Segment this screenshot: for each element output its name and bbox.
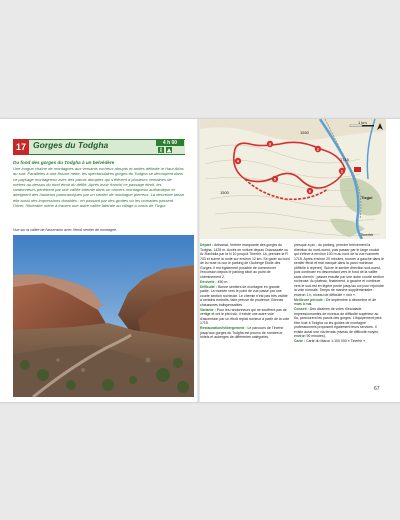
map-label-tinerhir: Tinerhir [360,232,374,237]
details-text: Carte du Maroc 1:100 000 « Tinerhir ». [305,339,367,343]
details-text: Artisanat, l'entrée marquante des gorges du Todgha, 1425 m. Accès en voiture depuis Ouarzazate ou Ar-Rachidia par la N 10 jusqu'à Tinerhir. Là, prendre la R 703 et suivre la route sur environ 12 km. Se garer au bord de la route ou sur le parking de l'Auberge Etoile des Gorges. Il est également possible de commencer l'excursion depuis le parking situé au point de cheminement 2. [200,243,290,279]
details-paragraph [294,298,384,307]
details-column-1 [200,243,290,340]
details-paragraph [200,285,290,308]
gorge-photo [13,235,194,397]
details-paragraph [294,243,384,297]
details-label: Variante : [200,307,216,312]
duration-badge: 4 h 00 [156,139,184,146]
details-text: Pour les randonneurs qui ne souffrent pas de vertige et ont le pied sûr, il existe une autre voie d'ascension par un étroit replat rocheux à partir de la cote 1715. [200,307,290,325]
details-label: Restauration/hébergement : [200,326,247,330]
details-paragraph [200,243,290,279]
route-number-badge: 17 [13,139,29,155]
details-paragraph [200,326,290,340]
map-label-1550: 1550 [300,130,309,135]
route-title: Gorges du Todgha [33,140,109,150]
svg-text:6: 6 [308,188,312,194]
route-intro: Une longue chaîne de montagnes aux versants rocheux abrupts et arides délimite le Haut Atlas au sud. Parallèles à une fissure nette, les spectaculaires gorges du Todgha se découpent dans ce paysage montagneux avec des parois abruptes qui s'élèvent à plusieurs centaines de mètres au-dessus du fond étroit du défilé. Après avoir franchi ce passage étroit, les randonneurs pénètrent par une vallée latérale dans un univers montagneux authentique et atteignent des hauteurs panoramiques par un sentier de montagne pierreux. La descente laisse elle aussi des impressions durables : en passant par des grottes où les nomades passent l'hiver, l'itinéraire mène à travers une autre vallée latérale au village-o-oasis de Tizgui. [13,166,185,209]
details-text: Le parcours de Tinerhir jusqu'aux gorges du Todgha est pourvu de nombreux hôtels et auberges de différentes catégories. [200,326,284,339]
page-number: 67 [374,386,380,392]
details-label: Meilleure période : [294,297,325,302]
svg-text:4: 4 [236,158,240,164]
details-label: Dénivelé : [200,279,217,284]
map-label-tizgui: Tizgui [361,195,373,200]
details-paragraph [294,339,384,344]
details-text: Bonne sentiers de montagne en grande partie. La montée vers le point de vue passe par une courte section rocheuse. Le chemin n'est pas très visible à certains endroits, faire preuve de prudence. Bonnes chaussures indispensables. [200,284,288,307]
photo-caption: Vue sur la vallée de l'ascension avec l'étroit sentier de montagne. [13,228,117,232]
details-column-2 [294,243,384,344]
svg-text:5: 5 [273,176,277,182]
difficulty-icons [158,147,172,153]
map-label-1715: 1715 [340,157,349,162]
route-map [200,119,386,239]
walker-icon [158,147,164,153]
svg-text:1: 1 [340,168,344,174]
details-text: presque à pic ; du parking, prendre brièvement la direction du nord-ouest, puis passer par le large couloir qui s'élève à environ 100 m au nord de la vue nommée 1715. Après environ 20 minutes, tourner à gauche dans le sentier étroit et mal marqué dans la paroi rocheuse (difficile à repérer). Suivre le sentier direction sud-ouest, puis continuer en descendant vers le fond de la vallée sans chemin ; passer ensuite par une autre courte section rocheuse. Au plateau, finalement, à gauche et continuer vers le sud-est en légère pente jusqu'au col pour rejoindre la voie normale. Temps de marche supplémentaire : environ 1 h, niveau de difficulté « noir ». [294,243,384,297]
details-label: Conseil : [294,307,309,311]
details-label: Carte : [294,339,306,343]
route-subtitle: Du fond des gorges du Todgha à un belvédère [13,160,115,165]
gorge-photo-image [13,235,194,397]
grade-icon [166,147,172,153]
svg-text:2: 2 [316,146,320,152]
details-label: Départ : [200,243,214,247]
svg-text:3: 3 [268,141,272,147]
details-label: Difficulté : [200,284,218,289]
details-paragraph [294,307,384,339]
map-scale-label: 1 km [358,120,367,125]
details-paragraph [200,308,290,326]
details-text: 450 m. [216,279,229,284]
details-paragraph [200,280,290,285]
route-map-image [200,119,386,239]
map-label-1500: 1500 [220,190,229,195]
details-text: Des dizaines de voies d'escalade impressionnantes de niveaux de difficulté supérieur au 6a, parcourent les parois des gorges. L'équipement peut être loué à Todgha où les guides de montagne professionnels proposent également leurs services. Il existe aussi une via ferrata (niveau de difficulté moyen, environ 90 minutes). [294,307,382,338]
details-text: De septembre à décembre et de mars à mai. [294,297,377,306]
